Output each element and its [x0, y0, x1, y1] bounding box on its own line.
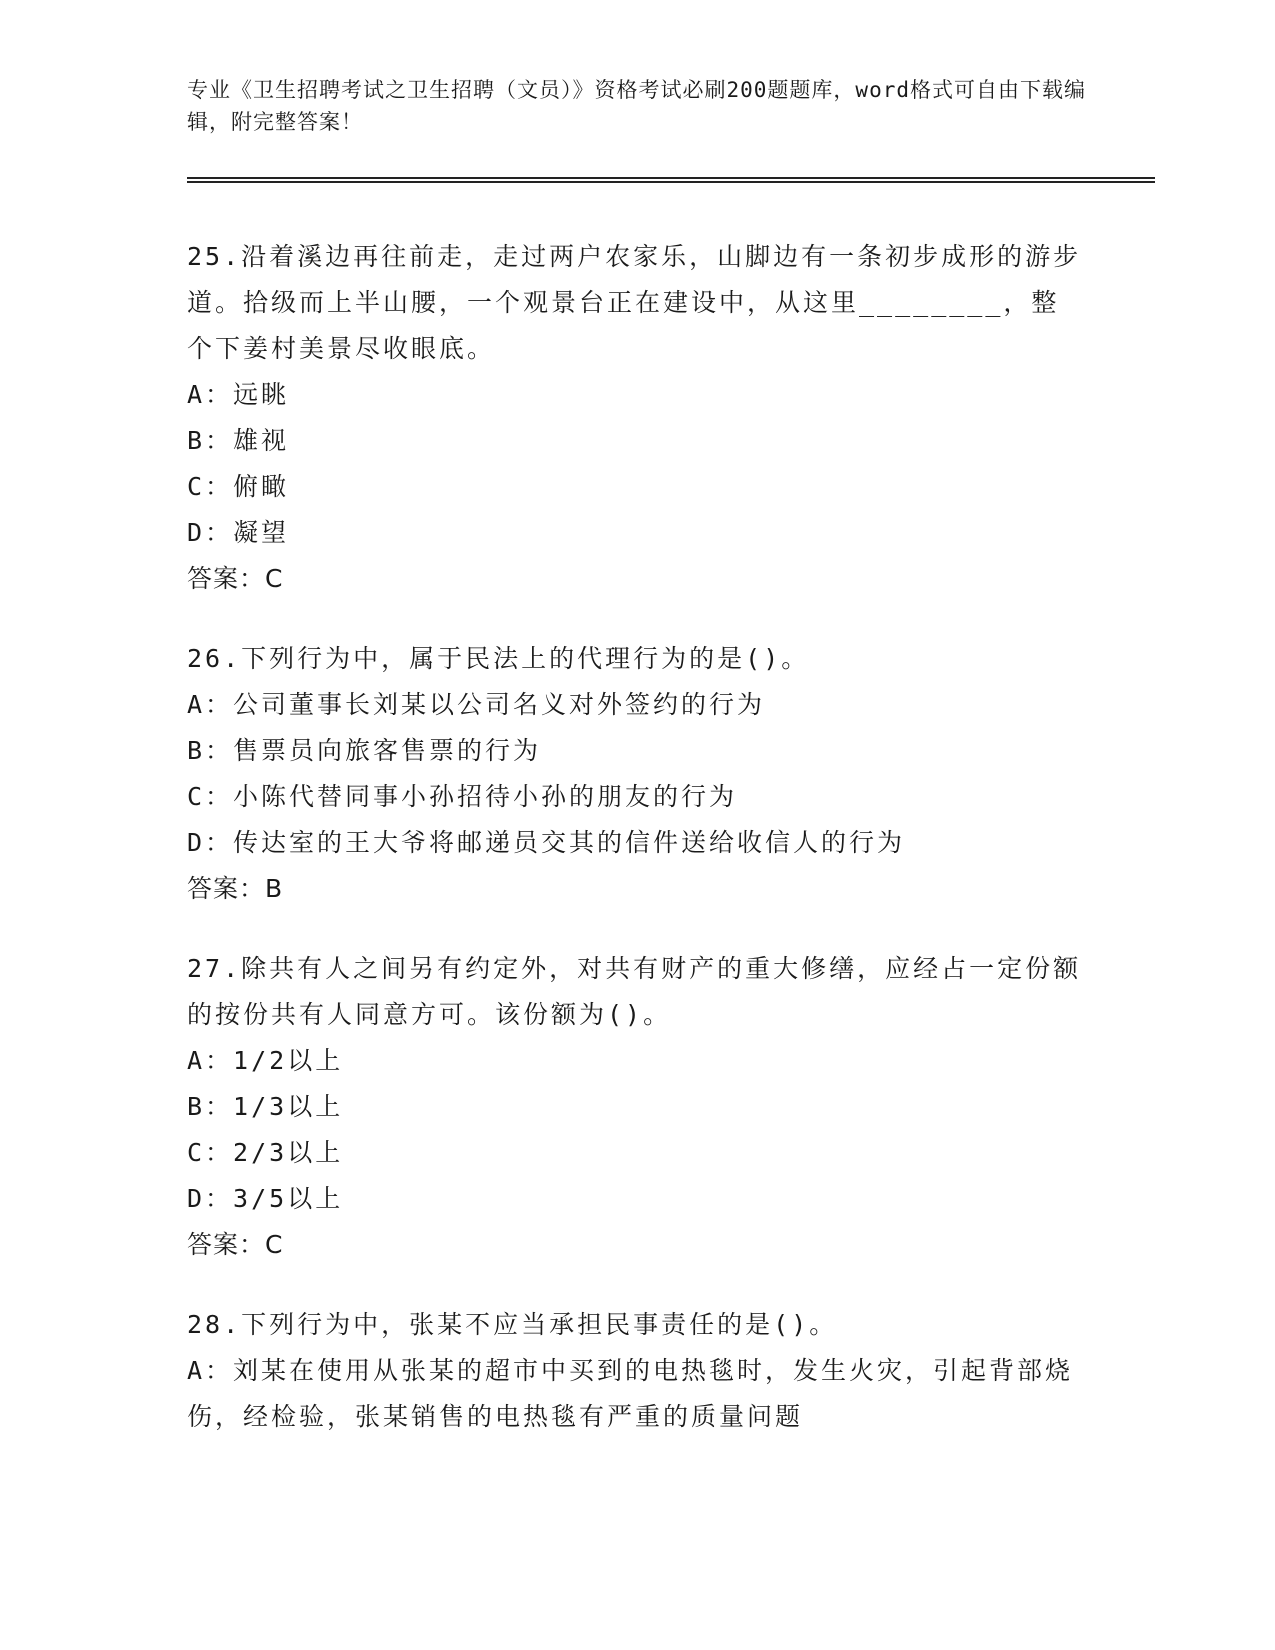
option-c: C：俯瞰 — [187, 472, 290, 501]
option-d: D：3/5以上 — [187, 1184, 344, 1213]
question-26 — [187, 636, 1087, 912]
question-25 — [187, 234, 1087, 602]
option-c: C：2/3以上 — [187, 1138, 344, 1167]
option-a: A：1/2以上 — [187, 1046, 344, 1075]
option-a: A：远眺 — [187, 380, 290, 409]
answer: 答案：C — [187, 1230, 284, 1259]
option-c: C：小陈代替同事小孙招待小孙的朋友的行为 — [187, 782, 738, 811]
header-divider — [187, 177, 1155, 183]
option-d: D：凝望 — [187, 518, 290, 547]
question-list — [187, 234, 1087, 1474]
option-d: D：传达室的王大爷将邮递员交其的信件送给收信人的行为 — [187, 828, 906, 857]
answer: 答案：B — [187, 874, 284, 903]
question-28 — [187, 1302, 1087, 1440]
question-27 — [187, 946, 1087, 1268]
option-b: B：雄视 — [187, 426, 290, 455]
question-stem: 27.除共有人之间另有约定外，对共有财产的重大修缮，应经占一定份额的按份共有人同意方可。该份额为()。 — [187, 954, 1082, 1029]
answer: 答案：C — [187, 564, 284, 593]
option-b: B：售票员向旅客售票的行为 — [187, 736, 542, 765]
question-stem: 26.下列行为中，属于民法上的代理行为的是()。 — [187, 644, 810, 673]
document-header: 专业《卫生招聘考试之卫生招聘（文员）》资格考试必刷200题题库，word格式可自由下载编辑，附完整答案！ — [187, 78, 1086, 134]
option-a: A：刘某在使用从张某的超市中买到的电热毯时，发生火灾，引起背部烧伤，经检验，张某销售的电热毯有严重的质量问题 — [187, 1356, 1074, 1431]
question-stem: 28.下列行为中，张某不应当承担民事责任的是()。 — [187, 1310, 838, 1339]
option-b: B：1/3以上 — [187, 1092, 344, 1121]
question-stem: 25.沿着溪边再往前走，走过两户农家乐，山脚边有一条初步成形的游步道。拾级而上半山腰，一个观景台正在建设中，从这里________，整个下姜村美景尽收眼底。 — [187, 242, 1082, 363]
option-a: A：公司董事长刘某以公司名义对外签约的行为 — [187, 690, 766, 719]
